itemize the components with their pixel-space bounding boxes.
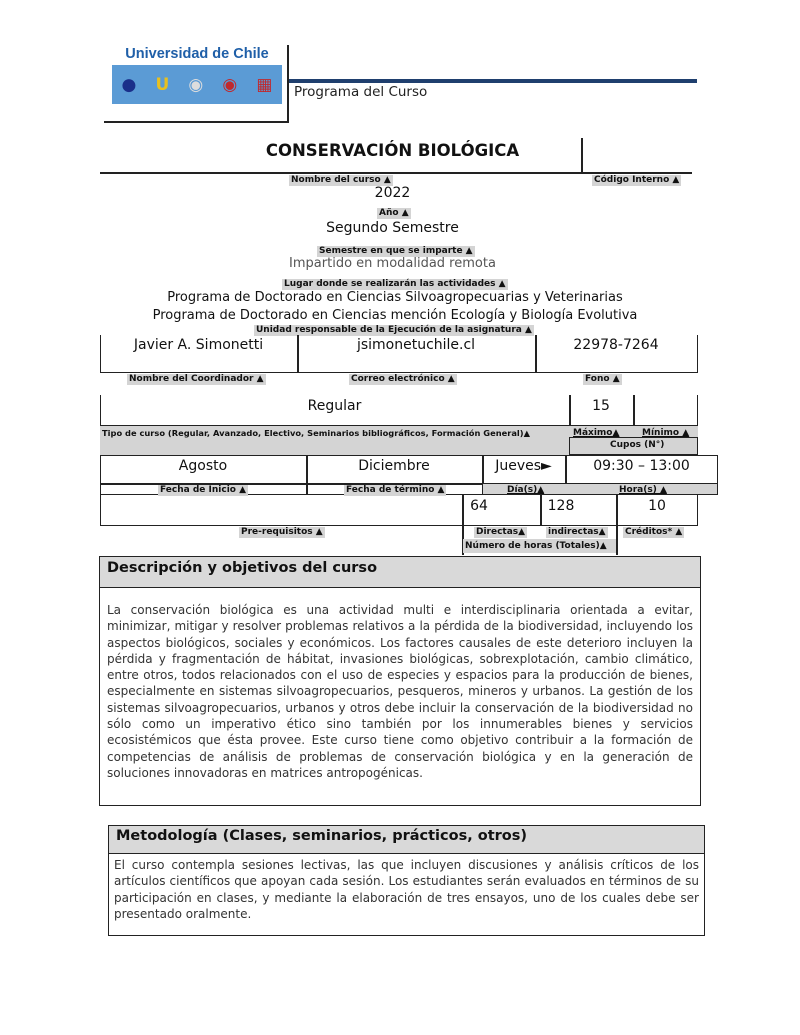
- coordinator-name-label: Nombre del Coordinador ▲: [129, 374, 264, 384]
- logo-icon: ●: [121, 74, 137, 95]
- semester-label: Semestre en que se imparte ▲: [319, 246, 473, 256]
- unit-1: Programa de Doctorado en Ciencias Silvoagropecuarias y Veterinarias: [167, 290, 623, 305]
- description-header: Descripción y objetivos del curso: [99, 556, 701, 588]
- place-label: Lugar donde se realizarán las actividades ▲: [284, 279, 506, 289]
- header-divider: [287, 45, 289, 123]
- email-label: Correo electrónico ▲: [351, 374, 455, 384]
- credits-label: Créditos* ▲: [625, 527, 683, 537]
- hours-row: [100, 495, 698, 526]
- course-name-label: Nombre del curso ▲: [291, 175, 391, 185]
- blue-bar: [289, 79, 697, 83]
- logo-icon: ◉: [188, 74, 204, 95]
- course-code-label: Código Interno ▲: [594, 175, 680, 185]
- max-label: Máximo▲: [573, 428, 620, 438]
- credits: 10: [648, 498, 666, 514]
- course-type-label: Tipo de curso (Regular, Avanzado, Electivo, Seminarios bibliográficos, Formación General)▲: [102, 428, 530, 438]
- direct-hours: 64: [470, 498, 488, 514]
- hours: 09:30 – 13:00: [593, 458, 690, 474]
- coordinator-email[interactable]: jsimonetuchile.cl: [356, 337, 476, 353]
- day: Jueves►: [495, 458, 552, 474]
- logo-icon: ▦: [256, 74, 273, 95]
- year: 2022: [374, 185, 411, 201]
- divider: [581, 138, 583, 172]
- direct-label: Directas▲: [476, 527, 526, 537]
- divider: [100, 172, 692, 174]
- year-label: Año ▲: [379, 208, 409, 218]
- university-logos: [112, 65, 282, 104]
- start-label: Fecha de Inicio ▲: [160, 485, 247, 495]
- unit-2: Programa de Doctorado en Ciencias mención Ecología y Biología Evolutiva: [152, 308, 638, 323]
- logo-icon: U: [155, 74, 170, 95]
- university-name: Universidad de Chile: [125, 46, 269, 62]
- phone-label: Fono ▲: [585, 374, 620, 384]
- description-body: La conservación biológica es una actividad multi e interdisciplinaria orientada a evitar, minimizar, mitigar y resolver problemas relativos a la pérdida de la biodiversidad, incluyendo los aspectos biológicos, sociales y económicos. Los factores causales de este deterioro incluyen la pérdida y fragmentación de hábitat, invasiones biológicas, sobrexplotación, cambio climático, entre otros, todos relacionados con el uso de especies y espacios para la producción de bienes, especialmente en sistemas silvoagropecuarios, pesqueros, mineros y urbanos. La gestión de los sistemas silvoagropecuarios, urbanos y otros debe incluir la conservación de la biodiversidad no sólo como un imperativo ético sino también por los innumerables bienes y servicios ecosistémicos que ésta provee. Este curso tiene como objetivo contribuir a la formación de competencias de análisis de problemas de conservación biológica y en la generación de soluciones innovadoras en matrices antropogénicas.: [99, 587, 701, 806]
- header-divider: [104, 121, 289, 123]
- unit-label: Unidad responsable de la Ejecución de la asignatura ▲: [256, 325, 532, 335]
- methodology-body: El curso contempla sesiones lectivas, las que incluyen discusiones y análisis críticos de los artículos científicos que apoyan cada sesión. Los estudiantes serán evaluados en términos de su participación en clases, y mediante la elaboración de tres ensayos, uno de los cuales debe ser presentado oralmente.: [108, 853, 705, 936]
- coordinator-name: Javier A. Simonetti: [133, 337, 264, 353]
- program-label: Programa del Curso: [294, 84, 428, 100]
- course-title: CONSERVACIÓN BIOLÓGICA: [265, 141, 520, 160]
- logo-icon: ◉: [222, 74, 238, 95]
- end-date: Diciembre: [358, 458, 430, 474]
- place: Impartido en modalidad remota: [289, 256, 496, 271]
- coordinator-phone: 22978-7264: [573, 337, 659, 353]
- min-label: Mínimo ▲: [642, 428, 690, 438]
- prereq-label: Pre-requisitos ▲: [241, 527, 323, 537]
- day-label: Día(s)▲: [507, 485, 545, 495]
- divider: [633, 395, 635, 426]
- indirect-hours: 128: [547, 498, 575, 514]
- cupos-label: Cupos (N°): [610, 440, 665, 450]
- semester: Segundo Semestre: [326, 220, 459, 236]
- total-hours-label: Número de horas (Totales)▲: [463, 539, 616, 553]
- max-cupos: 15: [592, 398, 610, 414]
- hours-label: Hora(s) ▲: [619, 485, 667, 495]
- start-date: Agosto: [178, 458, 228, 474]
- course-type: Regular: [307, 398, 362, 414]
- methodology-header: Metodología (Clases, seminarios, prácticos, otros): [108, 825, 705, 854]
- indirect-label: indirectas▲: [548, 527, 606, 537]
- end-label: Fecha de término ▲: [346, 485, 445, 495]
